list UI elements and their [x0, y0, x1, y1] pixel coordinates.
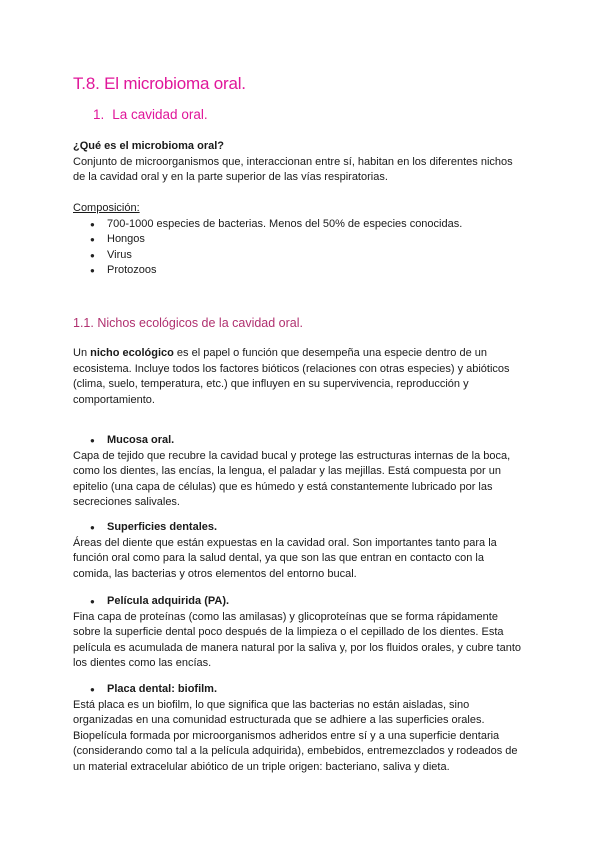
question-line: de la cavidad oral y en la parte superior de las vías respiratorias.: [73, 171, 388, 184]
composition-heading: Composición:: [73, 202, 140, 214]
niche-definition: [73, 346, 533, 408]
niche-text-line: secreciones salivales.: [73, 496, 180, 509]
niche-text-line: organizadas en una comunidad estructurada que se adhiere a las superficies orales.: [73, 714, 485, 727]
niche-text-line: película es acumulada de manera natural por la saliva y, por los fluidos orales, y cubre tanto: [73, 641, 521, 654]
niche-line: ecosistema. Incluye todos los factores bióticos (relaciones con otras especies) y abióticos: [73, 362, 510, 375]
document-title: T.8. El microbioma oral.: [73, 74, 246, 93]
list-item: ● Hongos: [73, 232, 533, 248]
niche-text-line: función oral como para la salud dental, ya que son las que entran en contacto con la: [73, 552, 484, 565]
niche-superficies: [73, 520, 533, 582]
niche-text-line: Fina capa de proteínas (como las amilasas) y glicoproteínas que se forma rápidamente: [73, 610, 498, 623]
niche-text-line: sobre la superficie dental poco después de la limpieza o el cepillado de los dientes. Esta: [73, 626, 504, 639]
niche-text-line: Biopelícula formada por microorganismos adheridos entre sí y a una superficie dentaria: [73, 729, 500, 742]
niche-text-line: como los dientes, las encías, la lengua, el paladar y las mejillas. Está compuesta por un: [73, 465, 502, 478]
niche-text-line: Áreas del diente que están expuestas en la cavidad oral. Son importantes tanto para la: [73, 536, 497, 549]
niche-mucosa: [73, 433, 533, 511]
question-block: [73, 139, 533, 186]
niche-first-line: [73, 346, 533, 362]
niche-text-line: (considerando como tal a la película adquirida), embebidos, entremezclados y rodeados de: [73, 745, 518, 758]
niche-line: comportamiento.: [73, 393, 155, 406]
niche-line: (clima, suelo, temperatura, etc.) que influyen en su supervivencia, reproducción y: [73, 378, 469, 391]
list-item: ● 700-1000 especies de bacterias. Menos del 50% de especies conocidas.: [73, 217, 533, 233]
niche-text-line: Está placa es un biofilm, lo que significa que las bacterias no están aisladas, sino: [73, 698, 470, 711]
niche-text-line: Capa de tejido que recubre la cavidad bucal y protege las estructuras internas de la boca,: [73, 449, 511, 462]
niche-text-line: epitelio (una capa de células) que es húmedo y está constantemente lubricado por las: [73, 480, 493, 493]
niche-text-line: los dientes como las encías.: [73, 657, 212, 670]
niche-prefix: Un: [73, 347, 91, 359]
composition-block: [73, 201, 533, 279]
niche-heading: ● Película adquirida (PA).: [73, 594, 533, 610]
question-heading: ¿Qué es el microbioma oral?: [73, 140, 224, 152]
section-heading-1-1: 1.1. Nichos ecológicos de la cavidad oral.: [73, 316, 303, 330]
niche-pelicula: [73, 594, 533, 672]
niche-heading: ● Superficies dentales.: [73, 520, 533, 536]
niche-placa: [73, 682, 533, 776]
section-number: 1.: [93, 107, 105, 122]
list-item: ● Virus: [73, 248, 533, 264]
niche-text-line: un material extracelular abiótico de un triple origen: bacteriano, saliva y dieta.: [73, 760, 450, 773]
question-line: Conjunto de microorganismos que, interaccionan entre sí, habitan en los diferentes nichos: [73, 155, 513, 168]
niche-heading: ● Placa dental: biofilm.: [73, 682, 533, 698]
niche-term: nicho ecológico: [90, 347, 174, 359]
section-label: La cavidad oral.: [112, 107, 208, 122]
niche-rest: es el papel o función que desempeña una especie dentro de un: [173, 347, 487, 359]
list-item: ● Protozoos: [73, 263, 533, 279]
section-heading-1: [93, 107, 208, 122]
niche-heading: ● Mucosa oral.: [73, 433, 533, 449]
composition-list: [73, 217, 533, 279]
niche-text-line: comida, las bacterias y otros elementos del entorno bucal.: [73, 567, 357, 580]
